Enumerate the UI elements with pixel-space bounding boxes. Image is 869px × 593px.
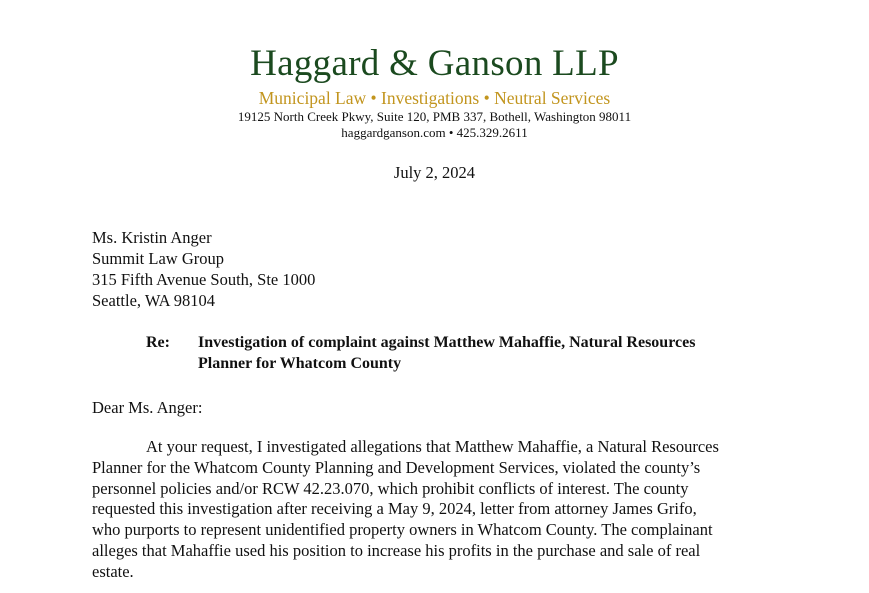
firm-tagline: Municipal Law • Investigations • Neutral Services (258, 88, 611, 108)
body-line: requested this investigation after receiving a May 9, 2024, letter from attorney James Grifo, (92, 499, 697, 519)
subject-label: Re: (146, 334, 170, 351)
subject-line-2: Planner for Whatcom County (198, 355, 402, 372)
body-paragraph (92, 437, 792, 583)
recipient-block (92, 227, 315, 311)
salutation: Dear Ms. Anger: (92, 398, 203, 417)
firm-address: 19125 North Creek Pkwy, Suite 120, PMB 337, Bothell, Washington 98011 (237, 109, 632, 124)
letter-date: July 2, 2024 (393, 163, 476, 182)
recipient-firm: Summit Law Group (92, 249, 224, 268)
body-line: Planner for the Whatcom County Planning and Development Services, violated the county’s (92, 457, 701, 477)
recipient-street: 315 Fifth Avenue South, Ste 1000 (92, 270, 316, 289)
firm-contact: haggardganson.com • 425.329.2611 (341, 125, 528, 140)
body-line: estate. (92, 561, 134, 581)
recipient-name: Ms. Kristin Anger (92, 228, 212, 247)
firm-name: Haggard & Ganson LLP (250, 43, 619, 84)
subject-line-1: Investigation of complaint against Matthew Mahaffie, Natural Resources (198, 334, 696, 351)
recipient-city: Seattle, WA 98104 (92, 291, 215, 310)
body-line: personnel policies and/or RCW 42.23.070, which prohibit conflicts of interest. The county (92, 478, 689, 498)
body-line: who purports to represent unidentified property owners in Whatcom County. The complainant (92, 520, 713, 540)
body-line: At your request, I investigated allegations that Matthew Mahaffie, a Natural Resources (146, 437, 719, 456)
subject-line (198, 332, 758, 374)
body-line: alleges that Mahaffie used his position to increase his profits in the purchase and sale of real (92, 540, 701, 560)
